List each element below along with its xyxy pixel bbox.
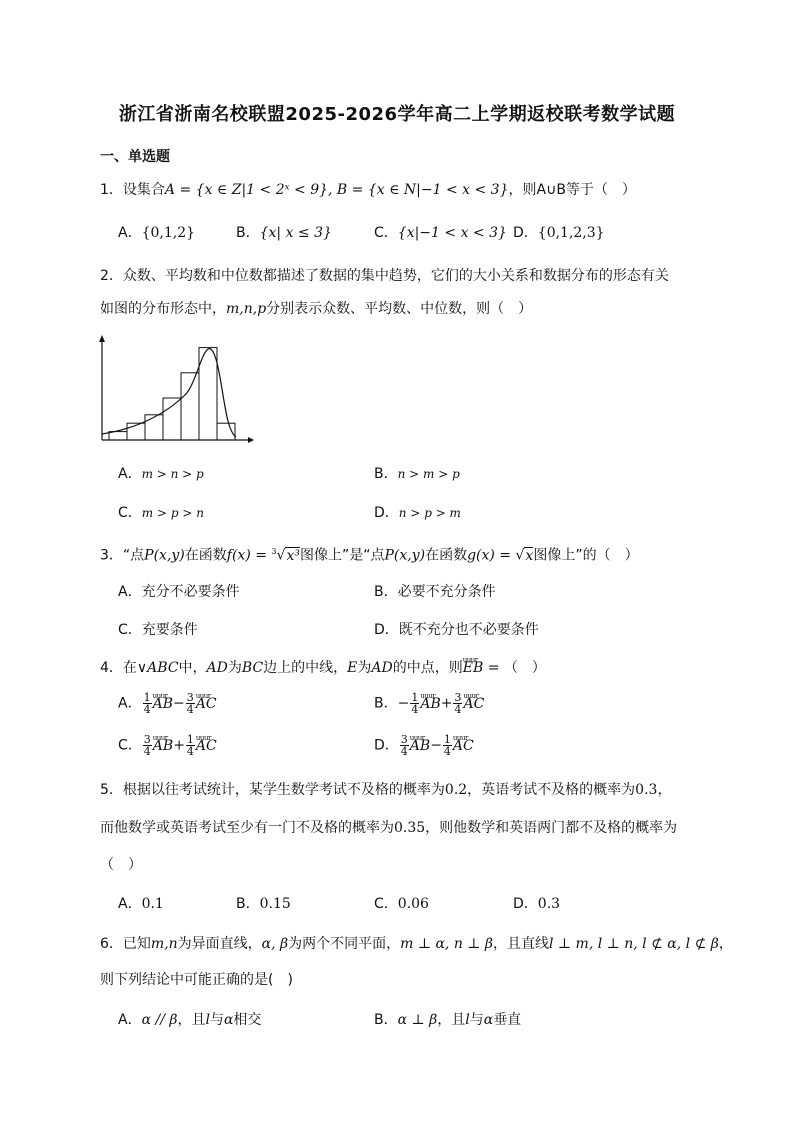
q4-option-a[interactable]: A． $\frac{1}{4}$ uuur AB− $\frac{3}{4}$ uuur AC xyxy=(118,692,217,715)
vector-eb: uuur EB xyxy=(463,658,484,678)
q1-suffix: ，则A∪B等于（ ） xyxy=(508,182,636,198)
q6-option-a[interactable]: A．α // β，且l与α相交 xyxy=(118,1012,262,1028)
q3-option-d[interactable]: D．既不充分也不必要条件 xyxy=(374,622,539,638)
q3-option-c[interactable]: C．充要条件 xyxy=(118,622,198,638)
q2-option-a[interactable]: A．m > n > p xyxy=(118,466,204,482)
page-title: 浙江省浙南名校联盟2025-2026学年高二上学期返校联考数学试题 xyxy=(118,104,676,125)
histogram-bar xyxy=(199,348,217,440)
question-1 xyxy=(100,180,636,200)
histogram-bar xyxy=(163,398,181,440)
question-2-line-1: 2．众数、平均数和中位数都描述了数据的集中趋势，它们的大小关系和数据分布的形态有关 xyxy=(100,268,669,284)
q3-option-b[interactable]: B．必要不充分条件 xyxy=(374,584,496,600)
histogram-bar xyxy=(145,415,163,440)
q1-option-a[interactable]: A．{0,1,2} xyxy=(118,225,196,241)
q5-option-b[interactable]: B．0.15 xyxy=(236,896,291,912)
q6-option-b[interactable]: B．α ⊥ β，且l与α垂直 xyxy=(374,1012,522,1028)
q2-vars: m,n,p xyxy=(226,301,267,317)
q4-option-c[interactable]: C． $\frac{3}{4}$ uuur AB+ $\frac{1}{4}$ uuur AC xyxy=(118,734,217,757)
q1-sets: A = {x ∈ Z|1 < 2ˣ < 9}, B = {x ∈ N|−1 < x < 3} xyxy=(164,182,509,198)
density-curve xyxy=(102,349,236,437)
question-5-line-2: 而他数学或英语考试至少有一门不及格的概率为0.35，则他数学和英语两门都不及格的概率为 xyxy=(100,820,678,836)
q5-option-c[interactable]: C．0.06 xyxy=(374,896,429,912)
question-6-line-2: 则下列结论中可能正确的是( ) xyxy=(100,972,293,988)
section-heading: 一、单选题 xyxy=(100,149,170,165)
question-6-line-1: 6．已知m,n为异面直线，α, β为两个不同平面，m ⊥ α, n ⊥ β，且直线l ⊥ m, l ⊥ n, l ⊄ α, l ⊄ β， xyxy=(100,936,733,952)
q2-option-b[interactable]: B．n > m > p xyxy=(374,466,460,482)
q1-option-d[interactable]: D．{0,1,2,3} xyxy=(513,225,605,241)
q5-option-d[interactable]: D．0.3 xyxy=(513,896,561,912)
q1-option-c[interactable]: C．{x|−1 < x < 3} xyxy=(374,225,507,241)
question-4: 4．在∨ABC中，AD为BC边上的中线，E为AD的中点，则uuur EB = （ ） xyxy=(100,658,546,678)
question-3: 3．“点P(x,y)在函数f(x) = $^3$√x³图像上”是“点P(x,y)在函数g(x) = √x图像上”的（ ） xyxy=(100,547,639,564)
y-axis-arrow xyxy=(99,335,105,342)
question-5-line-1: 5．根据以往考试统计，某学生数学考试不及格的概率为0.2，英语考试不及格的概率为0.3， xyxy=(100,782,672,798)
q4-option-d[interactable]: D． $\frac{3}{4}$ uuur AB− $\frac{1}{4}$ uuur AC xyxy=(374,734,474,757)
distribution-figure xyxy=(96,334,254,446)
x-axis-arrow xyxy=(248,437,254,443)
q2-option-d[interactable]: D．n > p > m xyxy=(374,505,461,521)
histogram-bar xyxy=(181,373,199,440)
q5-option-a[interactable]: A．0.1 xyxy=(118,896,164,912)
q1-option-b[interactable]: B．{x| x ≤ 3} xyxy=(236,225,332,241)
question-2-line-2: 如图的分布形态中，m,n,p分别表示众数、平均数、中位数，则（ ） xyxy=(100,301,533,317)
question-5-line-3: （ ） xyxy=(100,857,142,873)
q2-option-c[interactable]: C．m > p > n xyxy=(118,505,204,521)
q1-prefix: 1．设集合 xyxy=(100,182,165,198)
q3-option-a[interactable]: A．充分不必要条件 xyxy=(118,584,240,600)
q4-option-b[interactable]: B．− $\frac{1}{4}$ uuur AB+ $\frac{3}{4}$ uuur AC xyxy=(374,692,484,715)
